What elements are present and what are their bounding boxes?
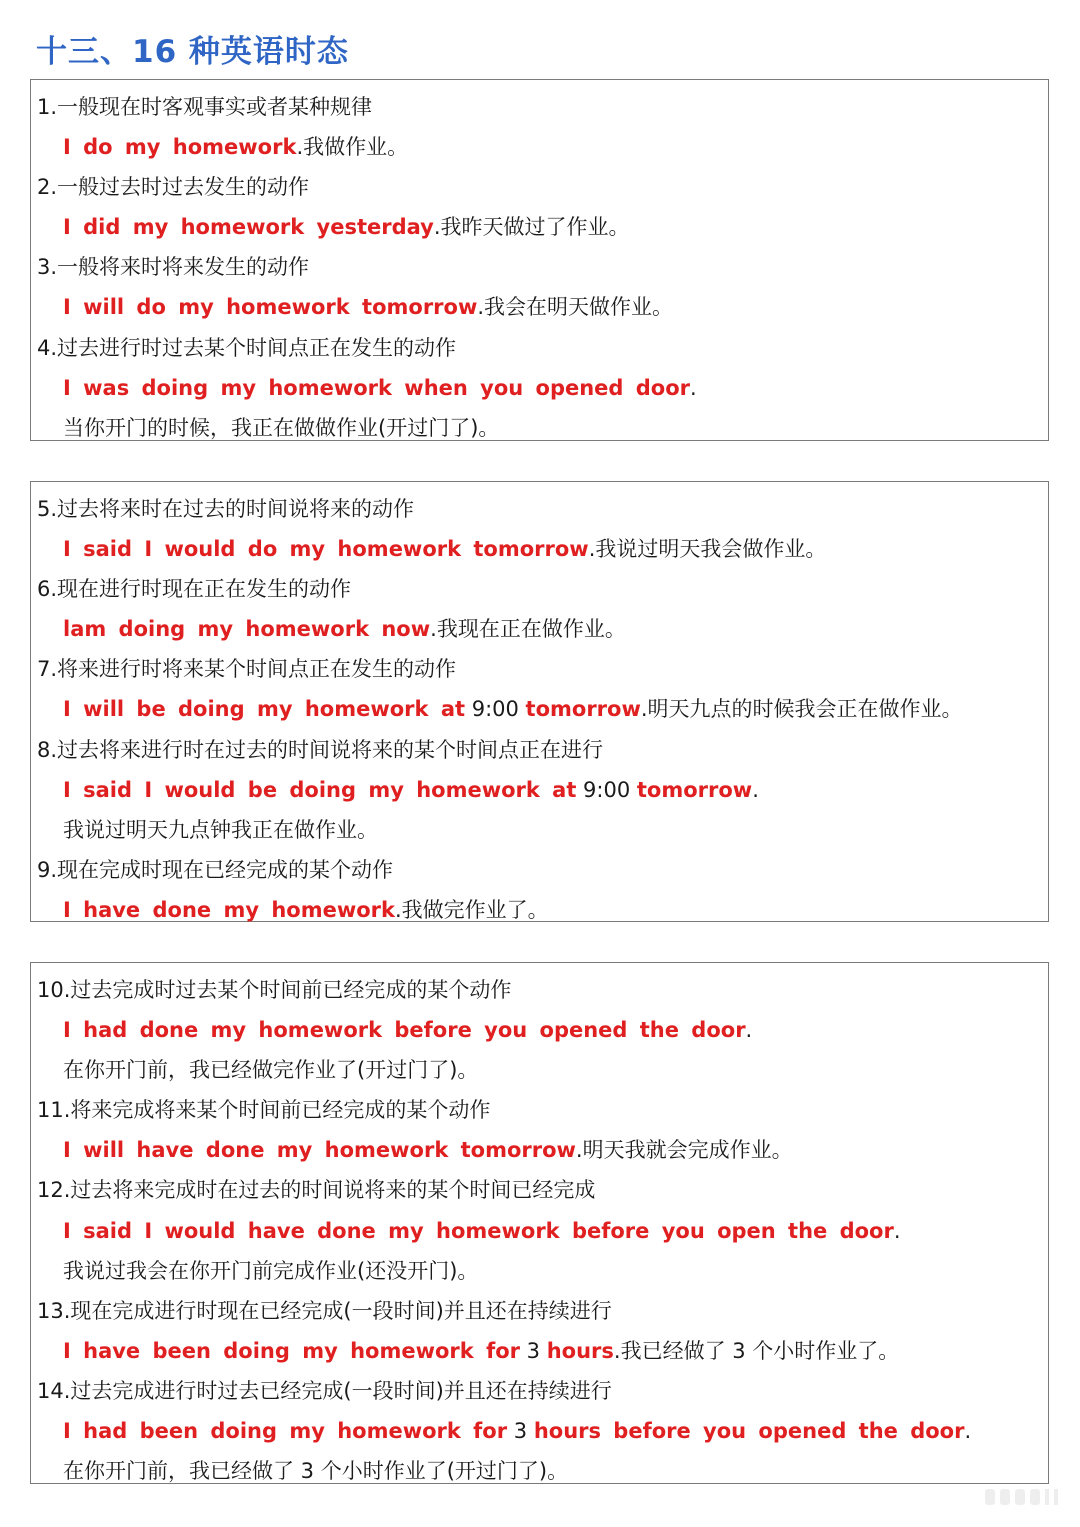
english-sentence: I had done my homework before you opened the door — [63, 1018, 746, 1043]
example-sentence — [31, 689, 1048, 729]
chinese-translation: . — [745, 1018, 753, 1043]
tense-heading: 1.一般现在时客观事实或者某种规律 — [37, 95, 373, 119]
english-sentence-cont: hours — [546, 1338, 614, 1363]
example-sentence — [31, 287, 1048, 327]
chinese-translation: . — [964, 1419, 972, 1444]
chinese-translation: . — [893, 1218, 901, 1243]
tense-heading: 4.过去进行时过去某个时间点正在发生的动作 — [37, 335, 457, 360]
example-sentence — [31, 890, 1048, 930]
english-sentence: I said I would be doing my homework at — [63, 777, 577, 802]
tense-heading: 11.将来完成将来某个时间前已经完成的某个动作 — [37, 1098, 491, 1123]
example-sentence — [31, 1130, 1048, 1170]
english-sentence: lam doing my homework now — [63, 617, 431, 642]
english-sentence: I do my homework — [63, 135, 297, 160]
sentence-number: 9:00 — [576, 777, 637, 802]
example-sentence — [31, 529, 1048, 569]
english-sentence: I was doing my homework when you opened door — [63, 375, 691, 400]
english-sentence: I will have done my homework tomorrow — [63, 1138, 576, 1163]
chinese-translation: .我做完作业了。 — [395, 897, 549, 922]
tense-heading: 10.过去完成时过去某个时间前已经完成的某个动作 — [37, 978, 512, 1002]
example-sentence — [31, 207, 1048, 247]
tense-section-2 — [30, 481, 1049, 922]
tense-heading: 5.过去将来时在过去的时间说将来的动作 — [37, 497, 415, 521]
tense-heading: 8.过去将来进行时在过去的时间说将来的某个时间点正在进行 — [37, 737, 604, 762]
example-sentence — [31, 1411, 1048, 1451]
page-title: 十三、16 种英语时态 — [36, 34, 349, 70]
english-sentence: I said I would have done my homework before you open the door — [63, 1218, 894, 1243]
chinese-translation: .我说过明天我会做作业。 — [588, 537, 827, 562]
tense-heading: 9.现在完成时现在已经完成的某个动作 — [37, 857, 394, 882]
english-sentence: I will be doing my homework at — [63, 697, 466, 722]
chinese-translation: .我昨天做过了作业。 — [433, 215, 630, 240]
english-sentence: I did my homework yesterday — [63, 215, 434, 240]
english-sentence: I have done my homework — [63, 897, 395, 922]
example-sentence — [31, 1010, 1048, 1050]
english-sentence-cont: tomorrow — [525, 697, 641, 722]
translation-text: 在你开门前，我已经做了 3 个小时作业了(开过门了)。 — [63, 1459, 569, 1484]
tense-heading: 3.一般将来时将来发生的动作 — [37, 255, 310, 280]
example-sentence — [31, 770, 1048, 810]
english-sentence: I will do my homework tomorrow — [63, 295, 478, 320]
english-sentence: I have been doing my homework for — [63, 1338, 520, 1363]
example-sentence — [31, 1331, 1048, 1371]
example-sentence — [31, 609, 1048, 649]
english-sentence-cont: tomorrow — [636, 777, 753, 802]
example-sentence — [31, 368, 1048, 408]
translation-text: 我说过我会在你开门前完成作业(还没开门)。 — [63, 1258, 479, 1283]
chinese-translation: .明天我就会完成作业。 — [575, 1138, 793, 1163]
chinese-translation: .我会在明天做作业。 — [477, 295, 674, 320]
tense-section-3 — [30, 962, 1049, 1484]
chinese-translation: .明天九点的时候我会正在做作业。 — [640, 697, 963, 722]
tense-section-1 — [30, 79, 1049, 441]
english-sentence-cont: hours before you opened the door — [533, 1419, 965, 1444]
chinese-translation: .我做作业。 — [296, 135, 409, 160]
tense-heading: 2.一般过去时过去发生的动作 — [37, 175, 310, 200]
translation-text: 在你开门前，我已经做完作业了(开过门了)。 — [63, 1058, 479, 1083]
sentence-number: 3 — [519, 1338, 547, 1363]
english-sentence: I said I would do my homework tomorrow — [63, 537, 589, 562]
tense-heading: 6.现在进行时现在正在发生的动作 — [37, 577, 352, 602]
tense-heading: 14.过去完成进行时过去已经完成(一段时间)并且还在持续进行 — [37, 1378, 612, 1403]
watermark-icon — [985, 1489, 1058, 1505]
translation-text: 我说过明天九点钟我正在做作业。 — [63, 817, 378, 842]
sentence-number: 9:00 — [465, 697, 526, 722]
chinese-translation: . — [690, 375, 697, 400]
english-sentence: I had been doing my homework for — [63, 1419, 508, 1444]
example-sentence — [31, 1211, 1048, 1251]
translation-text: 当你开门的时候，我正在做做作业(开过门了)。 — [63, 415, 500, 440]
tense-heading: 13.现在完成进行时现在已经完成(一段时间)并且还在持续进行 — [37, 1298, 612, 1323]
chinese-translation: .我现在正在做作业。 — [430, 617, 626, 642]
chinese-translation: . — [752, 777, 759, 802]
sentence-number: 3 — [507, 1419, 534, 1444]
example-sentence — [31, 127, 1048, 167]
tense-heading: 7.将来进行时将来某个时间点正在发生的动作 — [37, 657, 457, 682]
chinese-translation: .我已经做了 3 个小时作业了。 — [613, 1338, 900, 1363]
tense-heading: 12.过去将来完成时在过去的时间说将来的某个时间已经完成 — [37, 1178, 596, 1203]
